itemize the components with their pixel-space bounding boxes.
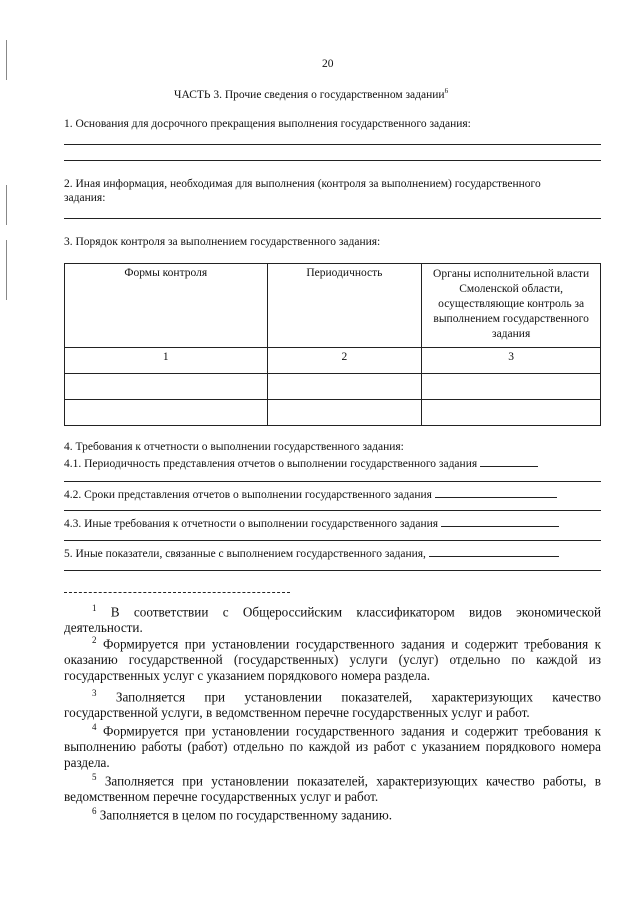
section-4-3-text: 4.3. Иные требования к отчетности о выполнении государственного задания	[64, 518, 439, 530]
fill-line[interactable]	[480, 456, 538, 467]
footnote-4	[64, 719, 601, 771]
footnote-2-text: Формируется при установлении государственного задания и содержит требования к оказанию государственной (государственных) услуги (услуг) отдельно по каждой из государственных услуг с указанием порядкового номера раздела.	[64, 636, 601, 684]
page-number: 20	[322, 58, 334, 70]
section-3-label: 3. Порядок контроля за выполнением государственного задания:	[64, 236, 381, 248]
fill-line[interactable]	[435, 487, 557, 498]
footnote-separator	[64, 592, 290, 593]
footnote-6-number: 6	[92, 806, 97, 816]
section-4-2-text: 4.2. Сроки представления отчетов о выполнении государственного задания	[64, 489, 432, 501]
footnote-4-text: Формируется при установлении государственного задания и содержит требования к выполнению работы (работ) отдельно по каждой из работ с указанием порядкового номера раздела.	[64, 723, 601, 771]
col-number-1: 1	[65, 348, 268, 374]
section-4-2-label	[64, 487, 557, 501]
col-number-3: 3	[422, 348, 601, 374]
table-header-row	[65, 264, 601, 348]
scan-mark	[6, 40, 7, 80]
title-footnote-ref: 6	[444, 87, 449, 95]
footnote-6-text: Заполняется в целом по государственному заданию.	[99, 807, 393, 823]
footnote-6	[64, 803, 601, 823]
fill-line[interactable]	[64, 481, 601, 482]
section-4-1-text: 4.1. Периодичность представления отчетов о выполнении государственного задания	[64, 458, 478, 470]
table-cell[interactable]	[65, 400, 268, 426]
footnote-2-number: 2	[92, 635, 97, 645]
footnote-3-number: 3	[92, 688, 97, 698]
control-table	[64, 263, 601, 426]
table-cell[interactable]	[267, 374, 422, 400]
footnote-3	[64, 685, 601, 721]
footnote-5	[64, 769, 601, 805]
col-number-2: 2	[267, 348, 422, 374]
header-periodicity: Периодичность	[267, 264, 422, 348]
section-2-label-line1: 2. Иная информация, необходимая для выполнения (контроля за выполнением) государственного	[64, 178, 541, 190]
table-cell[interactable]	[422, 400, 601, 426]
footnote-1	[64, 600, 601, 636]
part-title	[174, 87, 448, 101]
footnote-2	[64, 632, 601, 684]
table-row	[65, 374, 601, 400]
table-row	[65, 400, 601, 426]
fill-line[interactable]	[64, 218, 601, 219]
footnote-4-number: 4	[92, 722, 97, 732]
fill-line[interactable]	[64, 570, 601, 571]
header-authorities: Органы исполнительной власти Смоленской области, осуществляющие контроль за выполнением государственного задания	[422, 264, 601, 348]
fill-line[interactable]	[64, 160, 601, 161]
fill-line[interactable]	[441, 516, 559, 527]
fill-line[interactable]	[429, 546, 559, 557]
section-5-label	[64, 546, 559, 560]
fill-line[interactable]	[64, 540, 601, 541]
section-5-text: 5. Иные показатели, связанные с выполнением государственного задания,	[64, 548, 426, 560]
section-4-3-label	[64, 516, 559, 530]
footnote-5-text: Заполняется при установлении показателей, характеризующих качество работы, в ведомственном перечне государственных услуг и работ.	[64, 773, 601, 805]
table-cell[interactable]	[422, 374, 601, 400]
table-cell[interactable]	[65, 374, 268, 400]
footnote-3-text: Заполняется при установлении показателей, характеризующих качество государственной услуги, в ведомственном перечне государственных услуг и работ.	[64, 689, 601, 721]
table-number-row	[65, 348, 601, 374]
part-title-text: ЧАСТЬ 3. Прочие сведения о государственном задании	[174, 88, 445, 101]
footnote-1-number: 1	[92, 603, 97, 613]
footnote-1-text: В соответствии с Общероссийским классификатором видов экономической деятельности.	[64, 604, 601, 636]
fill-line[interactable]	[64, 144, 601, 145]
section-2-label-line2: задания:	[64, 192, 106, 204]
fill-line[interactable]	[64, 510, 601, 511]
section-4-label: 4. Требования к отчетности о выполнении государственного задания:	[64, 441, 404, 453]
section-1-label: 1. Основания для досрочного прекращения выполнения государственного задания:	[64, 118, 471, 130]
table-cell[interactable]	[267, 400, 422, 426]
scan-mark	[6, 185, 7, 225]
section-4-1-label	[64, 456, 538, 470]
header-forms: Формы контроля	[65, 264, 268, 348]
footnote-5-number: 5	[92, 772, 97, 782]
scan-mark	[6, 240, 7, 300]
